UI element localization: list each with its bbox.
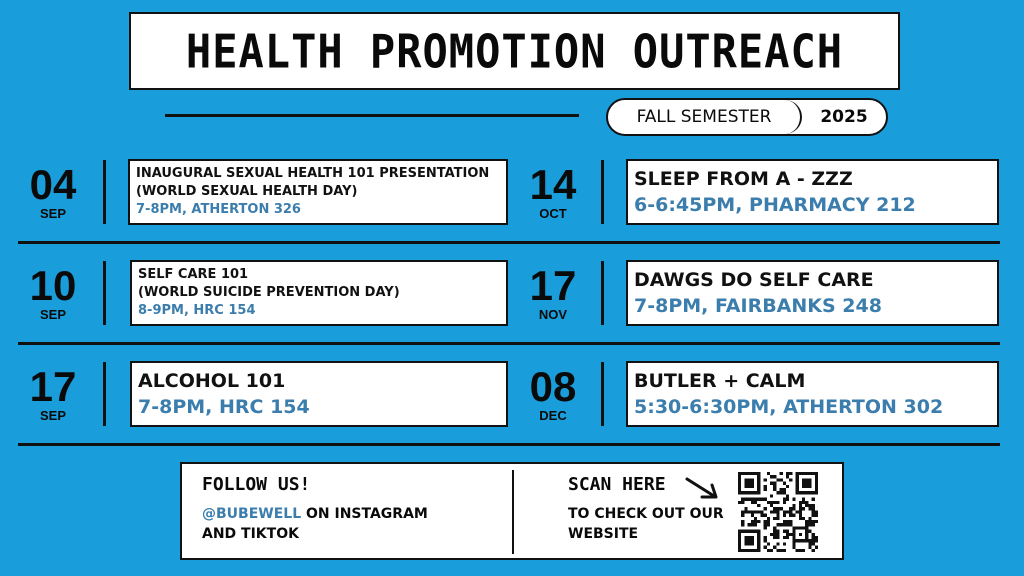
- event-day: 08: [529, 363, 577, 410]
- event-day: 17: [529, 262, 577, 309]
- event-day: 10: [29, 262, 77, 309]
- date-divider: [103, 362, 106, 426]
- event-name: BUTLER + CALM: [634, 370, 806, 392]
- event-detail: 7-8PM, ATHERTON 326: [136, 202, 301, 217]
- event-detail: 5:30-6:30PM, ATHERTON 302: [634, 396, 944, 418]
- event-detail: 8-9PM, HRC 154: [138, 303, 256, 318]
- title-banner: [129, 12, 900, 90]
- event-card: [128, 159, 508, 225]
- semester-label: FALL SEMESTER: [608, 100, 802, 134]
- date-divider: [601, 362, 604, 426]
- event-subtitle: (WORLD SEXUAL HEALTH DAY): [136, 184, 358, 199]
- event-card: [626, 361, 999, 427]
- follow-text: [202, 504, 462, 544]
- date-divider: [601, 160, 604, 224]
- scan-title: SCAN HERE: [568, 474, 666, 495]
- event-detail: 6-6:45PM, PHARMACY 212: [634, 194, 916, 216]
- event-name: INAUGURAL SEXUAL HEALTH 101 PRESENTATION: [136, 166, 490, 181]
- follow-title: FOLLOW US!: [202, 474, 311, 495]
- event-month: OCT: [539, 206, 567, 221]
- event-day: 14: [529, 161, 577, 208]
- date-divider: [601, 261, 604, 325]
- event-name: DAWGS DO SELF CARE: [634, 269, 874, 291]
- qr-code-icon[interactable]: [738, 472, 818, 552]
- page-title: HEALTH PROMOTION OUTREACH: [185, 24, 844, 78]
- event-detail: 7-8PM, HRC 154: [138, 396, 310, 418]
- semester-year: 2025: [820, 107, 868, 127]
- event-month: NOV: [538, 307, 568, 322]
- follow-text-2: AND TIKTOK: [202, 526, 299, 542]
- event-day: 04: [29, 161, 77, 208]
- event-day: 17: [29, 363, 77, 410]
- event-subtitle: (WORLD SUICIDE PREVENTION DAY): [138, 285, 400, 300]
- event-card: [626, 260, 999, 326]
- event-month: SEP: [39, 408, 66, 423]
- event-name: ALCOHOL 101: [138, 370, 286, 392]
- arrow-down-right-icon: [684, 474, 724, 504]
- footer-divider: [512, 470, 514, 554]
- row-divider: [18, 342, 1000, 345]
- event-card: [130, 361, 508, 427]
- event-month: SEP: [39, 206, 66, 221]
- event-month: SEP: [39, 307, 66, 322]
- event-name: SLEEP FROM A - ZZZ: [634, 168, 853, 190]
- event-month: DEC: [539, 408, 567, 423]
- date-divider: [103, 160, 106, 224]
- row-divider: [18, 241, 1000, 244]
- follow-text-1: ON INSTAGRAM: [301, 506, 428, 522]
- scan-text: [568, 504, 748, 544]
- scan-text-2: WEBSITE: [568, 526, 639, 542]
- footer-card: [180, 462, 844, 560]
- date-divider: [103, 261, 106, 325]
- event-card: [626, 159, 999, 225]
- scan-text-1: TO CHECK OUT OUR: [568, 506, 724, 522]
- social-handle-link[interactable]: @BUBEWELL: [202, 506, 302, 522]
- event-card: [130, 260, 508, 326]
- semester-pill: [606, 98, 888, 136]
- row-divider: [18, 443, 1000, 446]
- event-detail: 7-8PM, FAIRBANKS 248: [634, 295, 882, 317]
- title-underline: [165, 114, 579, 117]
- event-name: SELF CARE 101: [138, 267, 249, 282]
